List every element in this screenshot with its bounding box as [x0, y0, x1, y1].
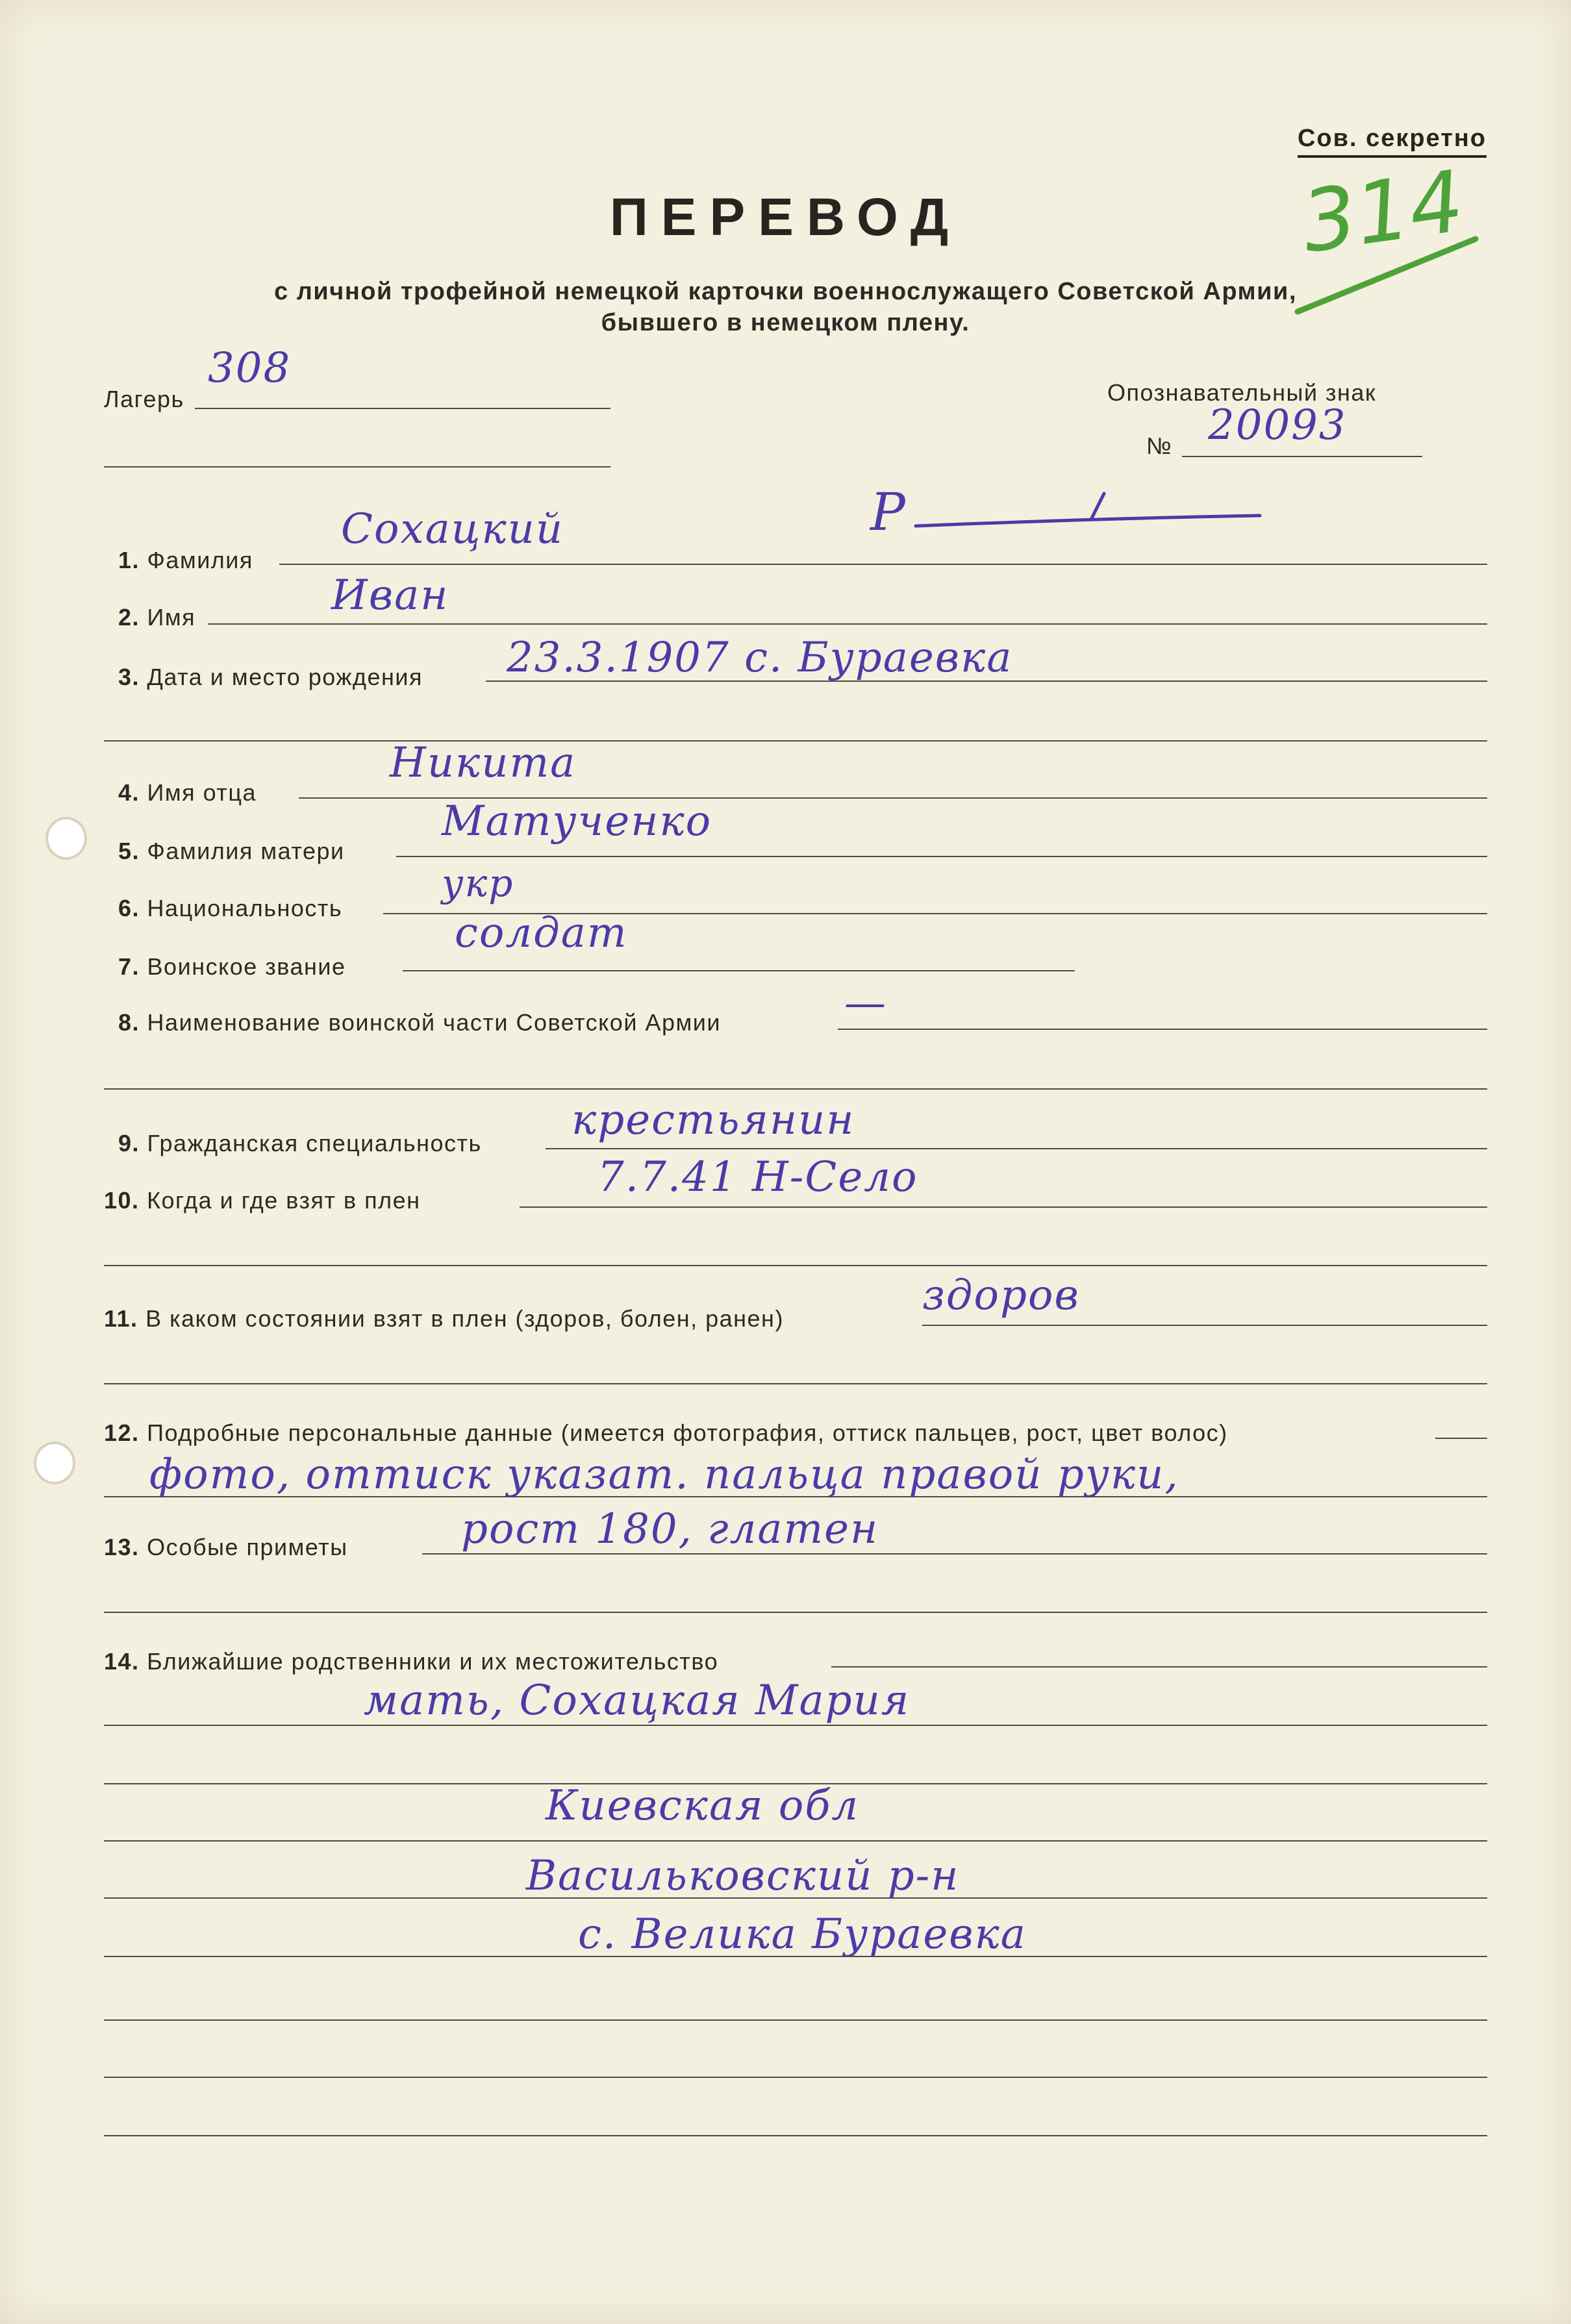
field-rule	[104, 2077, 1487, 2078]
field-rule	[403, 970, 1075, 971]
field-number: 4.	[118, 779, 140, 806]
capture-label: Когда и где взят в плен	[147, 1187, 421, 1214]
relatives-value-line3: Васильковский р-н	[526, 1852, 960, 1900]
document-subtitle-line1: с личной трофейной немецкой карточки военнослужащего Советской Армии,	[274, 278, 1297, 305]
field-number: 2.	[118, 604, 140, 631]
field-rule	[520, 1206, 1487, 1208]
father-name-value: Никита	[390, 739, 577, 787]
field-rule	[1435, 1438, 1487, 1439]
relatives-value-line2: Киевская обл	[546, 1782, 860, 1830]
field-number: 9.	[118, 1130, 140, 1156]
field-rule	[104, 1383, 1487, 1384]
field-rule	[279, 564, 1487, 565]
surname-value: Сохацкий	[341, 505, 564, 553]
mother-surname-label: Фамилия матери	[147, 838, 345, 864]
first-name-value: Иван	[331, 571, 449, 619]
punch-hole-icon	[34, 1442, 75, 1484]
capture-value: 7.7.41 Н-Село	[597, 1153, 918, 1201]
first-name-label: Имя	[147, 604, 196, 631]
relatives-label: Ближайшие родственники и их местожительство	[147, 1648, 719, 1675]
father-name-label: Имя отца	[147, 779, 257, 806]
personal-data-label: Подробные персональные данные (имеется фотография, оттиск пальцев, рост, цвет волос)	[147, 1419, 1228, 1446]
field-rule	[104, 2019, 1487, 2021]
condition-value: здоров	[922, 1271, 1080, 1319]
field-rule	[104, 1725, 1487, 1726]
rank-label: Воинское звание	[147, 953, 346, 980]
id-tag-value: 20093	[1208, 401, 1347, 449]
field-rule	[104, 1265, 1487, 1266]
camp-value: 308	[208, 344, 292, 392]
document-title: ПЕРЕВОД	[609, 188, 962, 247]
nationality-label: Национальность	[147, 895, 343, 921]
field-rule	[208, 623, 1487, 625]
id-tag-rule	[1182, 456, 1422, 457]
field-number: 13.	[104, 1534, 140, 1560]
field-number: 1.	[118, 547, 140, 573]
field-number: 7.	[118, 953, 140, 980]
field-rule	[104, 2135, 1487, 2136]
field-number: 3.	[118, 664, 140, 690]
mother-surname-value: Матученко	[442, 797, 712, 845]
field-number: 8.	[118, 1009, 140, 1036]
document-subtitle-line2: бывшего в немецком плену.	[601, 309, 970, 336]
unit-value: —	[844, 979, 887, 1027]
special-marks-label: Особые приметы	[147, 1534, 348, 1560]
field-rule	[838, 1029, 1487, 1030]
field-number: 12.	[104, 1419, 140, 1446]
id-tag-label: Опознавательный знак	[1107, 379, 1377, 406]
handwritten-archive-number: 314	[1296, 151, 1470, 272]
punch-hole-icon	[45, 817, 87, 860]
camp-rule-2	[104, 466, 610, 468]
classification-stamp: Сов. секретно	[1298, 125, 1487, 158]
camp-label: Лагерь	[104, 386, 184, 412]
field-rule	[104, 1496, 1487, 1497]
personal-data-value: фото, оттиск указат. пальца правой руки,	[149, 1451, 1179, 1499]
field-rule	[104, 740, 1487, 742]
relatives-value-line4: с. Велика Бураевка	[578, 1910, 1027, 1958]
field-number: 10.	[104, 1187, 140, 1214]
field-number: 6.	[118, 895, 140, 921]
unit-label: Наименование воинской части Советской Армии	[147, 1009, 721, 1036]
civil-profession-label: Гражданская специальность	[147, 1130, 482, 1156]
field-rule	[104, 1897, 1487, 1899]
field-rule	[546, 1148, 1487, 1149]
id-tag-number-sign: №	[1146, 432, 1173, 459]
birth-label: Дата и место рождения	[147, 664, 423, 690]
field-rule	[396, 856, 1487, 857]
camp-rule	[195, 408, 610, 409]
field-rule	[104, 1840, 1487, 1842]
field-rule	[922, 1325, 1487, 1326]
field-number: 5.	[118, 838, 140, 864]
pen-stroke-icon	[909, 486, 1273, 538]
field-rule	[104, 1612, 1487, 1613]
field-rule	[831, 1666, 1487, 1668]
rank-value: солдат	[455, 909, 628, 957]
field-rule	[104, 1956, 1487, 1957]
field-rule	[422, 1553, 1487, 1555]
field-rule	[104, 1088, 1487, 1090]
relatives-value-line1: мать, Сохацкая Мария	[364, 1677, 911, 1725]
civil-profession-value: крестьянин	[572, 1096, 855, 1144]
field-number: 14.	[104, 1648, 140, 1675]
field-rule	[486, 681, 1487, 682]
nationality-value: укр	[442, 861, 514, 905]
condition-label: В каком состоянии взят в плен (здоров, болен, ранен)	[145, 1305, 784, 1332]
special-marks-value: рост 180, глатен	[461, 1505, 879, 1553]
field-number: 11.	[104, 1305, 138, 1332]
surname-label: Фамилия	[147, 547, 253, 573]
birth-value: 23.3.1907 с. Бураевка	[507, 634, 1013, 682]
surname-extra-mark: Р	[870, 482, 907, 542]
